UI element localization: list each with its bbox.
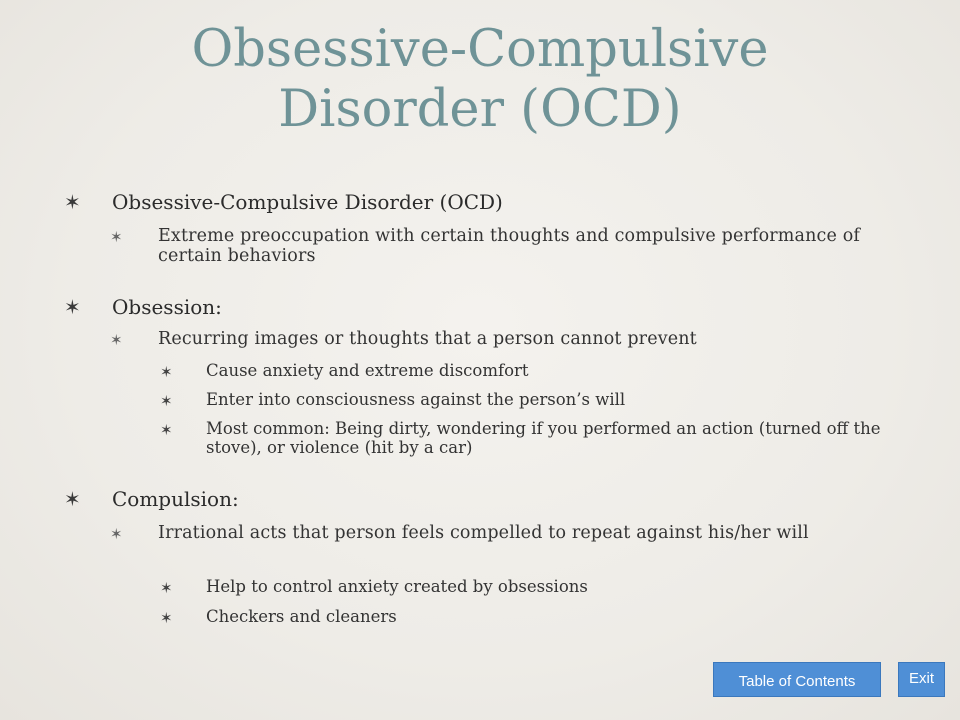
sub-sub-bullet-consciousness [160, 390, 890, 412]
slide-title-line-1: Obsessive-Compulsive [191, 20, 769, 79]
bullet-text: Checkers and cleaners [206, 607, 397, 626]
bullet-text: Obsession: [112, 295, 222, 319]
bullet-text: Cause anxiety and extreme discomfort [206, 361, 529, 380]
bullet-star-icon: ✶ [160, 579, 173, 597]
bullet-text: Enter into consciousness against the person’s will [206, 390, 626, 409]
sub-sub-bullet-most-common [160, 419, 890, 457]
sub-bullet-irrational [110, 523, 900, 545]
bullet-star-icon: ✶ [160, 363, 173, 381]
bullet-text: Recurring images or thoughts that a person cannot prevent [158, 329, 697, 349]
bullet-obsession [64, 294, 924, 320]
bullet-compulsion [64, 486, 924, 512]
sub-sub-bullet-anxiety [160, 361, 890, 383]
bullet-text: Irrational acts that person feels compelled to repeat against his/her will [158, 523, 809, 543]
bullet-text: Obsessive-Compulsive Disorder (OCD) [112, 190, 503, 214]
sub-sub-bullet-checkers [160, 607, 890, 629]
bullet-star-icon: ✶ [160, 392, 173, 410]
bullet-star-icon: ✶ [110, 228, 123, 246]
bullet-star-icon: ✶ [110, 525, 123, 543]
bullet-text: Most common: Being dirty, wondering if you performed an action (turned off the stove), or violence (hit by a car) [206, 419, 881, 457]
table-of-contents-button[interactable]: Table of Contents [713, 662, 881, 697]
bullet-text: Extreme preoccupation with certain thoughts and compulsive performance of certain behaviors [158, 226, 861, 266]
bullet-star-icon: ✶ [160, 609, 173, 627]
bullet-star-icon: ✶ [64, 295, 81, 319]
bullet-star-icon: ✶ [64, 190, 81, 214]
bullet-star-icon: ✶ [160, 421, 173, 439]
bullet-star-icon: ✶ [64, 487, 81, 511]
bullet-ocd [64, 189, 924, 215]
sub-sub-bullet-control [160, 577, 890, 599]
exit-button[interactable]: Exit [898, 662, 945, 697]
slide-title-line-2: Disorder (OCD) [278, 80, 682, 139]
sub-bullet-definition [110, 226, 900, 266]
bullet-text: Help to control anxiety created by obsessions [206, 577, 588, 596]
bullet-text: Compulsion: [112, 487, 239, 511]
sub-bullet-recurring [110, 329, 900, 351]
bullet-star-icon: ✶ [110, 331, 123, 349]
